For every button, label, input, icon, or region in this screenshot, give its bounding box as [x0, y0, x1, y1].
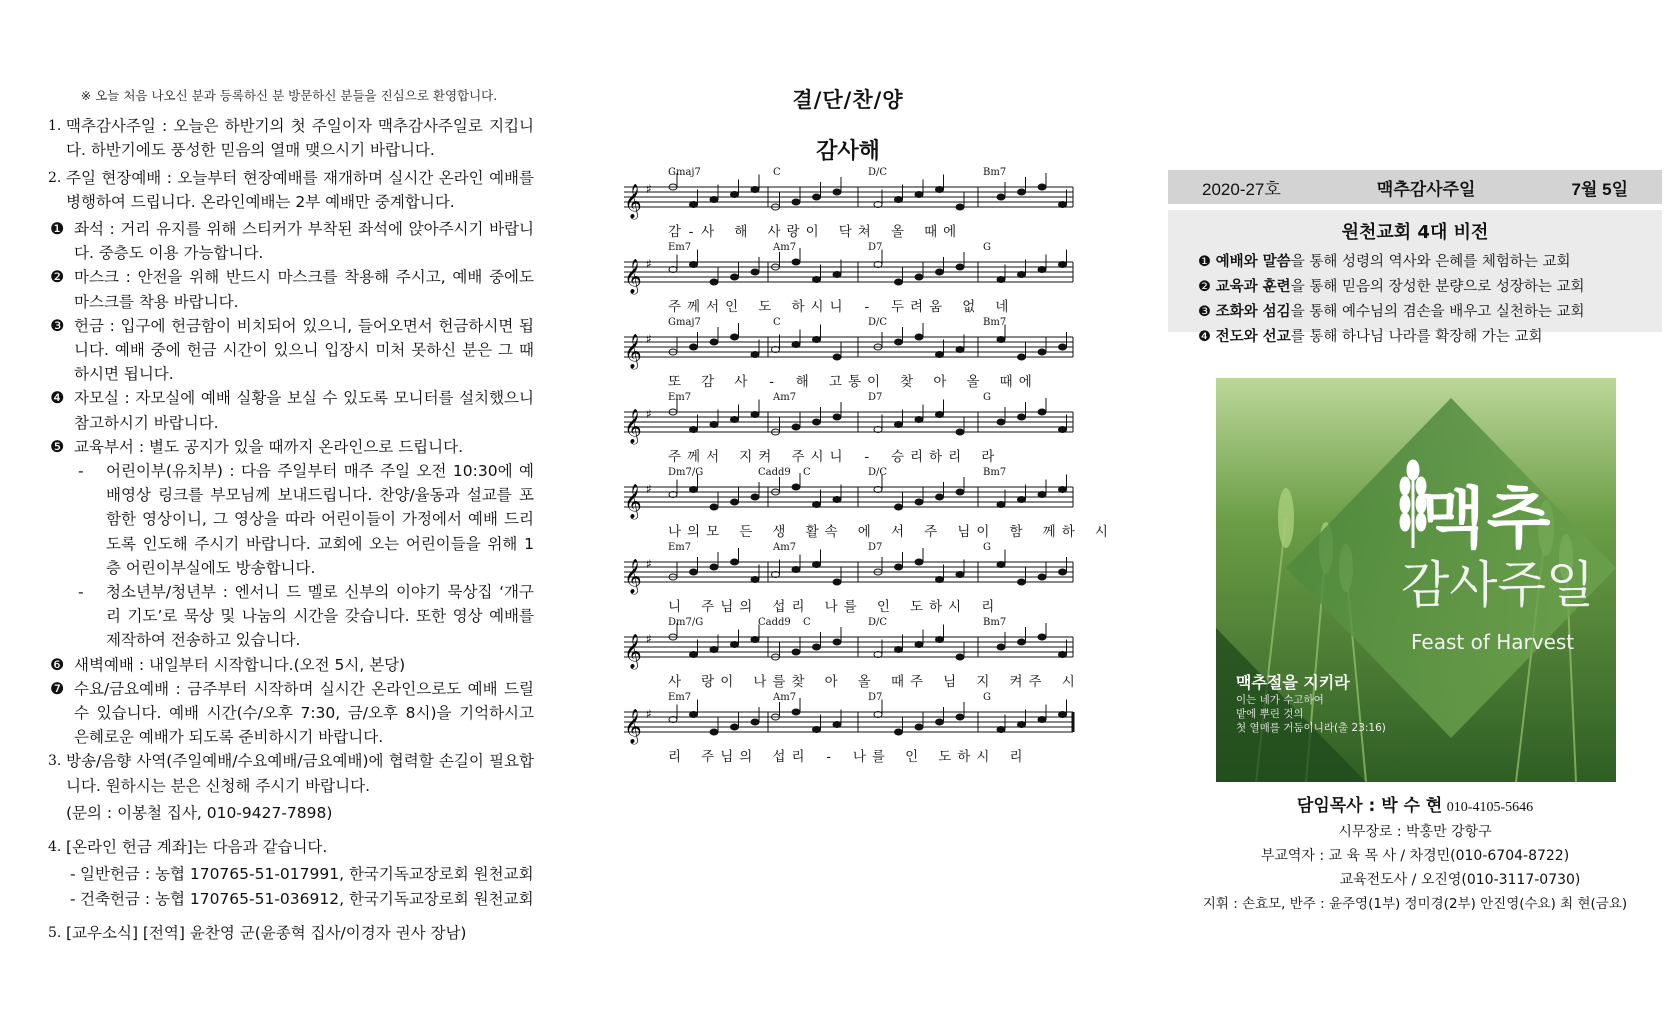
- item-number: 3.: [48, 753, 62, 770]
- vision-text: 을 통해 예수님의 겸손을 배우고 실천하는 교회: [1290, 304, 1585, 320]
- edu-text: 어린이부(유치부) : 다음 주일부터 매주 주일 오전 10:30에 예배영상 링크를 부모님께 보내드립니다. 찬양/율동과 설교를 포함한 영상이니, 그 영상을 따라 어린이들이 가정에서 예배 드리도록 인도해 주시기 바랍니다. 교회에 오는 어린이들을 위해 1층 어린이부실에도 방송합니다.: [106, 462, 534, 577]
- lyric-line: 사 랑이 나를찾 아 올 때주 님 지 켜주 시: [668, 674, 1081, 690]
- chord-label: D7: [868, 242, 883, 253]
- bullet-icon: ❷: [50, 267, 65, 287]
- edu-children: [74, 459, 534, 580]
- vision-text: 을 통해 믿음의 장성한 분량으로 성장하는 교회: [1290, 279, 1585, 295]
- announcement-3: [44, 749, 534, 797]
- chord-label: Em7: [668, 392, 692, 403]
- lyric-line: 주께서인 도 하시니 - 두려움 없 네: [668, 299, 1015, 315]
- lyric-line: 나의모 든 생 활속 에 서 주 님이 함 께하 시: [668, 524, 1114, 540]
- announcement-2: [44, 166, 534, 214]
- sheet-music: [618, 167, 1114, 773]
- right-panel: [1168, 170, 1662, 912]
- staff-line: [618, 542, 1078, 623]
- lyric-line: 주께서 지켜 주시니 - 승리하리 라: [668, 449, 1001, 465]
- sunday-name: 맥추감사주일: [1376, 179, 1476, 199]
- staff-line: [618, 167, 1078, 248]
- svg-text:♯: ♯: [646, 707, 652, 721]
- vision-keyword: 예배와 말씀: [1215, 254, 1291, 270]
- chord-label: D7: [868, 392, 883, 403]
- chord-label: Dm7/G: [668, 617, 704, 628]
- chord-label: D7: [868, 692, 883, 703]
- sub-text: 자모실 : 자모실에 예배 실황을 보실 수 있도록 모니터를 설치했으니 참고하시기 바랍니다.: [74, 389, 534, 432]
- banner-title: 맥추: [1421, 480, 1553, 557]
- edu-text: 청소년부/청년부 : 엔서니 드 멜로 신부의 이야기 묵상집 ‘개구리 기도’로 묵상 및 나눔의 시간을 갖습니다. 또한 영상 예배를 제작하여 전송하고 있습니다.: [106, 583, 534, 650]
- vision-title: 원천교회 4대 비전: [1341, 222, 1489, 243]
- sub-item-seat: [48, 217, 534, 265]
- number-icon: ❶: [1198, 254, 1211, 270]
- sub-text: 새벽예배 : 내일부터 시작합니다.(오전 5시, 본당): [74, 655, 406, 674]
- chord-label: D/C: [868, 317, 888, 328]
- chord-label: D/C: [868, 467, 888, 478]
- contact: (문의 : 이봉철 집사, 010-9427-7898): [66, 803, 333, 822]
- chord-label: Am7: [773, 542, 797, 553]
- dash: -: [78, 583, 84, 602]
- sub-text: 교육부서 : 별도 공지가 있을 때까지 온라인으로 드립니다.: [74, 437, 464, 456]
- svg-text:♯: ♯: [646, 182, 652, 196]
- item-text: [온라인 헌금 계좌]는 다음과 같습니다.: [66, 838, 328, 857]
- elders-line: 시무장로 : 박홍만 강항구: [1338, 824, 1492, 840]
- svg-text:𝄞: 𝄞: [624, 484, 642, 519]
- number-icon: ❹: [1198, 329, 1211, 345]
- vision-item: [1198, 325, 1662, 350]
- issue-date: 7월 5일: [1571, 179, 1628, 199]
- sub-item-dawn: [48, 653, 534, 677]
- chord-label: Bm7: [983, 167, 1007, 178]
- vision-keyword: 전도와 선교: [1215, 329, 1291, 345]
- svg-text:𝄞: 𝄞: [624, 634, 642, 669]
- svg-text:♯: ♯: [646, 482, 652, 496]
- chord-label: Cadd9: [758, 617, 791, 628]
- bullet-icon: ❹: [50, 388, 65, 408]
- account-text: 일반헌금 : 농협 170765-51-017991, 한국기독교장로회 원천교회: [80, 865, 534, 884]
- hymn-title: 감사해: [816, 139, 880, 164]
- chord-label: C: [803, 617, 811, 628]
- vision-text: 을 통해 성령의 역사와 은혜를 체험하는 교회: [1290, 254, 1571, 270]
- lyric-line: 감-사 해 사랑이 닥쳐 올 때에: [668, 224, 963, 240]
- dash: -: [78, 462, 84, 481]
- chord-label: Em7: [668, 692, 692, 703]
- lyric-line: 또 감 사 - 해 고통이 찾 아 올 때에: [668, 374, 1038, 390]
- bullet-icon: ❶: [50, 219, 65, 239]
- chord-label: Gmaj7: [668, 317, 701, 328]
- announcement-1: [44, 114, 534, 162]
- pastor-line: [1168, 794, 1662, 820]
- issue-number: 2020-27호: [1202, 179, 1281, 199]
- chord-label: Am7: [773, 242, 797, 253]
- sub-text: 좌석 : 거리 유지를 위해 스티커가 부착된 좌석에 앉아주시기 바랍니다. 중층도 이용 가능합니다.: [74, 220, 534, 263]
- chord-label: Bm7: [983, 467, 1007, 478]
- svg-text:♯: ♯: [646, 632, 652, 646]
- vision-item: [1198, 250, 1662, 275]
- item-number: 2.: [48, 169, 62, 186]
- item-text: 맥추감사주일 : 오늘은 하반기의 첫 주일이자 맥추감사주일로 지킵니다. 하반기에도 풍성한 믿음의 열매 맺으시기 바랍니다.: [66, 117, 534, 160]
- lyric-line: 니 주님의 섭리 나를 인 도하시 리: [668, 599, 1001, 615]
- bullet-icon: ❺: [50, 436, 65, 456]
- item-text: 방송/음향 사역(주일예배/수요예배/금요예배)에 협력할 손길이 필요합니다. 원하시는 분은 신청해 주시기 바랍니다.: [66, 752, 534, 795]
- chord-symbols: [618, 317, 1078, 337]
- announcements: [44, 84, 534, 948]
- chord-label: Bm7: [983, 317, 1007, 328]
- pastor-name: 담임목사 : 박 수 현: [1296, 796, 1443, 816]
- sub-item-nursery: [48, 386, 534, 434]
- edu-youth: [74, 580, 534, 653]
- staff-line: [618, 317, 1078, 398]
- svg-text:𝄞: 𝄞: [624, 409, 642, 444]
- harvest-banner-image: [1216, 378, 1616, 782]
- chord-symbols: [618, 392, 1078, 412]
- chord-label: D/C: [868, 167, 888, 178]
- chord-label: Bm7: [983, 617, 1007, 628]
- verse-line: 밭에 뿌린 것의: [1236, 708, 1304, 720]
- lyric-line: 리 주님의 섭리 - 나를 인 도하시 리: [668, 749, 1029, 765]
- sub-item-mask: [48, 265, 534, 313]
- sub-text: 마스크 : 안전을 위해 반드시 마스크를 착용해 주시고, 예배 중에도 마스크를 착용 바랍니다.: [74, 268, 534, 311]
- church-staff: [1168, 794, 1662, 916]
- vision-item: [1198, 300, 1662, 325]
- account-building: [44, 887, 534, 911]
- vision-keyword: 조화와 섬김: [1215, 304, 1291, 320]
- welcome-note: ※ 오늘 처음 나오신 분과 등록하신 분 방문하신 분들을 진심으로 환영합니다.: [80, 88, 498, 103]
- verse-line: 첫 열매를 거둠이니라(출 23:16): [1236, 722, 1386, 734]
- chord-label: Em7: [668, 242, 692, 253]
- chord-label: G: [983, 242, 991, 253]
- svg-text:𝄞: 𝄞: [624, 709, 642, 744]
- svg-text:♯: ♯: [646, 257, 652, 271]
- announcement-4: [44, 835, 534, 859]
- chord-label: C: [773, 317, 781, 328]
- banner-english: Feast of Harvest: [1411, 630, 1575, 654]
- verse-line: 이는 네가 수고하여: [1236, 694, 1324, 706]
- sub-item-offering: [48, 314, 534, 387]
- svg-text:♯: ♯: [646, 332, 652, 346]
- banner-subtitle: 감사주일: [1401, 556, 1595, 614]
- item-number: 1.: [48, 118, 62, 135]
- hymn-section: [618, 84, 1114, 773]
- dash: -: [70, 889, 76, 908]
- item-number: 4.: [48, 839, 62, 856]
- staff-line: [618, 617, 1081, 698]
- svg-text:𝄞: 𝄞: [624, 259, 642, 294]
- staff-line: [618, 242, 1078, 323]
- chord-symbols: [618, 692, 1078, 712]
- chord-label: G: [983, 392, 991, 403]
- sub-item-education: [48, 435, 534, 459]
- verse-title: 맥추절을 지키라: [1236, 673, 1350, 692]
- chord-label: C: [773, 167, 781, 178]
- pastor-phone: 010-4105-5646: [1446, 800, 1534, 815]
- chord-label: C: [803, 467, 811, 478]
- bullet-icon: ❻: [50, 654, 65, 674]
- item-text: [교우소식] [전역] 윤찬영 군(윤종혁 집사/이경자 권사 장남): [66, 923, 467, 942]
- chord-label: D7: [868, 542, 883, 553]
- svg-text:𝄞: 𝄞: [624, 334, 642, 369]
- music-staff-line: 지휘 : 손효모, 반주 : 윤주영(1부) 정미경(2부) 안진영(수요) 최 현(금요): [1202, 896, 1628, 912]
- svg-text:𝄞: 𝄞: [624, 184, 642, 219]
- announcement-5: [44, 921, 534, 945]
- chord-label: Gmaj7: [668, 167, 701, 178]
- associate-pastor-line: 부교역자 : 교 육 목 사 / 차경민(010-6704-8722): [1260, 848, 1570, 864]
- chord-symbols: [618, 242, 1078, 262]
- evangelist-line: 교육전도사 / 오진영(010-3117-0730): [1339, 872, 1581, 888]
- verse-text: [1236, 693, 1386, 735]
- chord-symbols: [618, 542, 1078, 562]
- chord-label: Am7: [773, 392, 797, 403]
- account-text: 건축헌금 : 농협 170765-51-036912, 한국기독교장로회 원천교회: [80, 889, 534, 908]
- sub-text: 수요/금요예배 : 금주부터 시작하며 실시간 온라인으로도 예배 드릴 수 있습니다. 예배 시간(수/오후 7:30, 금/오후 8시)을 기억하시고 은혜로운 예배가 되도록 준비하시기 바랍니다.: [74, 679, 534, 747]
- sub-item-weekday: [48, 677, 534, 750]
- chord-label: Cadd9: [758, 467, 791, 478]
- bullet-icon: ❼: [50, 678, 65, 698]
- chord-label: D/C: [868, 617, 888, 628]
- account-general: [44, 862, 534, 886]
- chord-label: G: [983, 542, 991, 553]
- vision-item: [1198, 275, 1662, 300]
- chord-symbols: [618, 167, 1078, 187]
- svg-text:𝄞: 𝄞: [624, 559, 642, 594]
- chord-label: G: [983, 692, 991, 703]
- staff-line: [618, 692, 1078, 773]
- number-icon: ❸: [1198, 304, 1211, 320]
- issue-bar: [1168, 170, 1662, 204]
- vision-box: [1168, 210, 1662, 345]
- chord-symbols: [618, 467, 1078, 487]
- chord-symbols: [618, 617, 1078, 637]
- staff-line: [618, 467, 1114, 548]
- hymn-heading: 결/단/찬/양: [792, 88, 904, 112]
- number-icon: ❷: [1198, 279, 1211, 295]
- sub-text: 헌금 : 입구에 헌금함이 비치되어 있으니, 들어오면서 헌금하시면 됩니다. 예배 중에 헌금 시간이 있으니 입장시 미처 못하신 분은 그 때 하시면 됩니다.: [74, 316, 534, 384]
- chord-label: Am7: [773, 692, 797, 703]
- chord-label: Dm7/G: [668, 467, 704, 478]
- vision-text: 를 통해 하나님 나라를 확장해 가는 교회: [1290, 329, 1543, 345]
- vision-keyword: 교육과 훈련: [1215, 279, 1291, 295]
- item-text: 주일 현장예배 : 오늘부터 현장예배를 재개하며 실시간 온라인 예배를 병행하여 드립니다. 온라인예배는 2부 예배만 중계합니다.: [66, 168, 534, 211]
- bullet-icon: ❸: [50, 315, 65, 335]
- staff-line: [618, 392, 1078, 473]
- dash: -: [70, 865, 76, 884]
- svg-text:♯: ♯: [646, 557, 652, 571]
- svg-text:♯: ♯: [646, 407, 652, 421]
- item-number: 5.: [48, 924, 62, 941]
- chord-label: Em7: [668, 542, 692, 553]
